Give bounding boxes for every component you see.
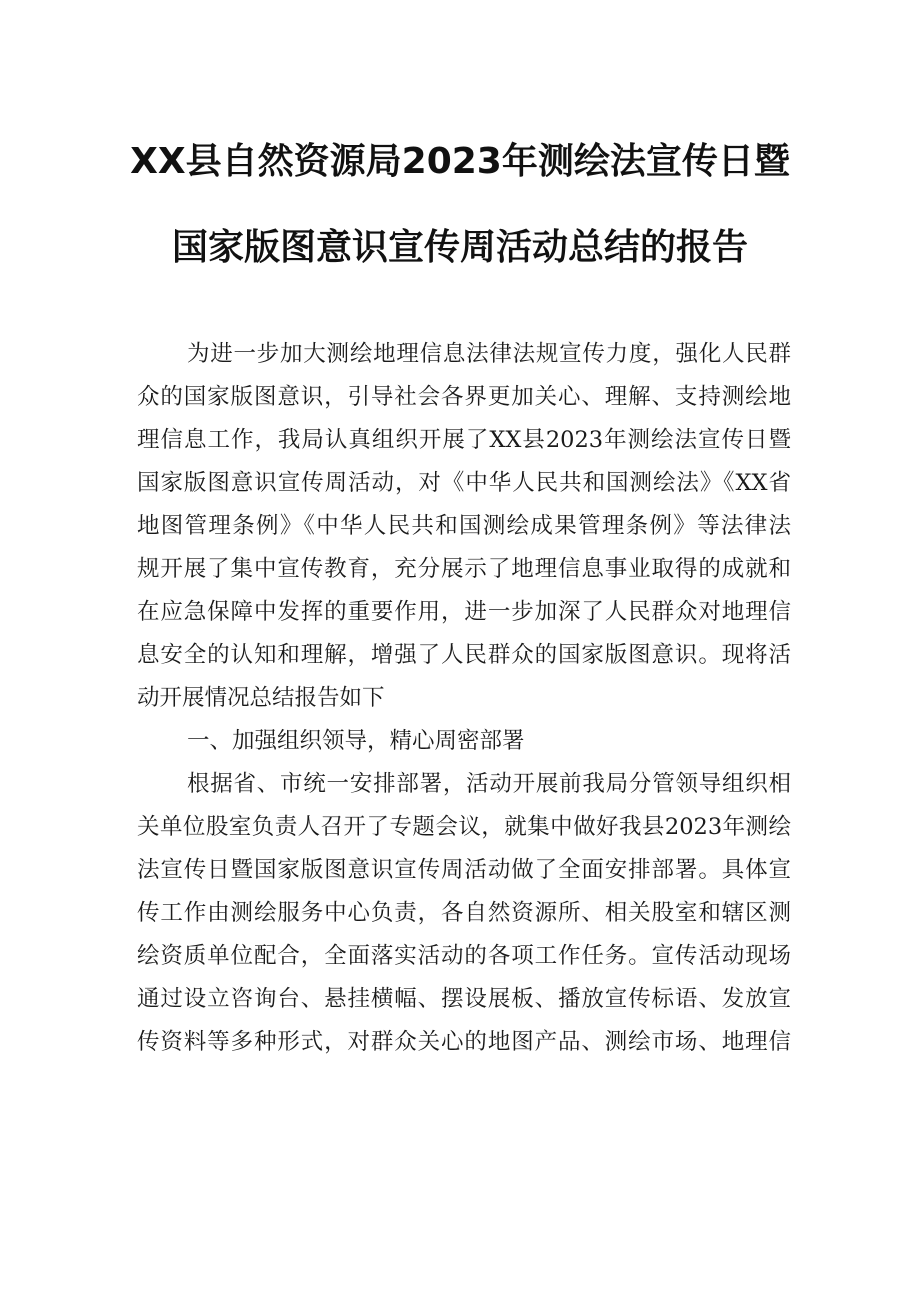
paragraph-line: 在应急保障中发挥的重要作用，进一步加深了人民群众对地理信	[137, 599, 791, 625]
paragraph-line: 动开展情况总结报告如下	[137, 685, 385, 711]
paragraph-line: 理信息工作，我局认真组织开展了XX县2023年测绘法宣传日暨	[137, 427, 791, 453]
paragraph-line: 为进一步加大测绘地理信息法律法规宣传力度，强化人民群	[187, 341, 791, 367]
paragraph-line: 规开展了集中宣传教育，充分展示了地理信息事业取得的成就和	[137, 556, 791, 582]
paragraph-line: 通过设立咨询台、悬挂横幅、摆设展板、播放宣传标语、发放宣	[137, 986, 791, 1012]
paragraph-line: 地图管理条例》《中华人民共和国测绘成果管理条例》等法律法	[137, 513, 791, 539]
paragraph-line: 绘资质单位配合，全面落实活动的各项工作任务。宣传活动现场	[137, 943, 791, 969]
paragraph-line: 众的国家版图意识，引导社会各界更加关心、理解、支持测绘地	[137, 384, 791, 410]
paragraph-line: 息安全的认知和理解，增强了人民群众的国家版图意识。现将活	[137, 642, 791, 668]
document-title-line-1: XX县自然资源局2023年测绘法宣传日暨	[130, 141, 790, 182]
paragraph-line: 传资料等多种形式，对群众关心的地图产品、测绘市场、地理信	[137, 1029, 791, 1055]
paragraph-line: 根据省、市统一安排部署，活动开展前我局分管领导组织相	[187, 771, 791, 797]
section-heading: 一、加强组织领导，精心周密部署	[187, 728, 525, 754]
paragraph-line: 法宣传日暨国家版图意识宣传周活动做了全面安排部署。具体宣	[137, 857, 791, 883]
paragraph-line: 国家版图意识宣传周活动，对《中华人民共和国测绘法》《XX省	[137, 470, 791, 496]
paragraph-line: 关单位股室负责人召开了专题会议，就集中做好我县2023年测绘	[137, 814, 791, 840]
document-title-line-2: 国家版图意识宣传周活动总结的报告	[171, 227, 748, 268]
paragraph-line: 传工作由测绘服务中心负责，各自然资源所、相关股室和辖区测	[137, 900, 791, 926]
